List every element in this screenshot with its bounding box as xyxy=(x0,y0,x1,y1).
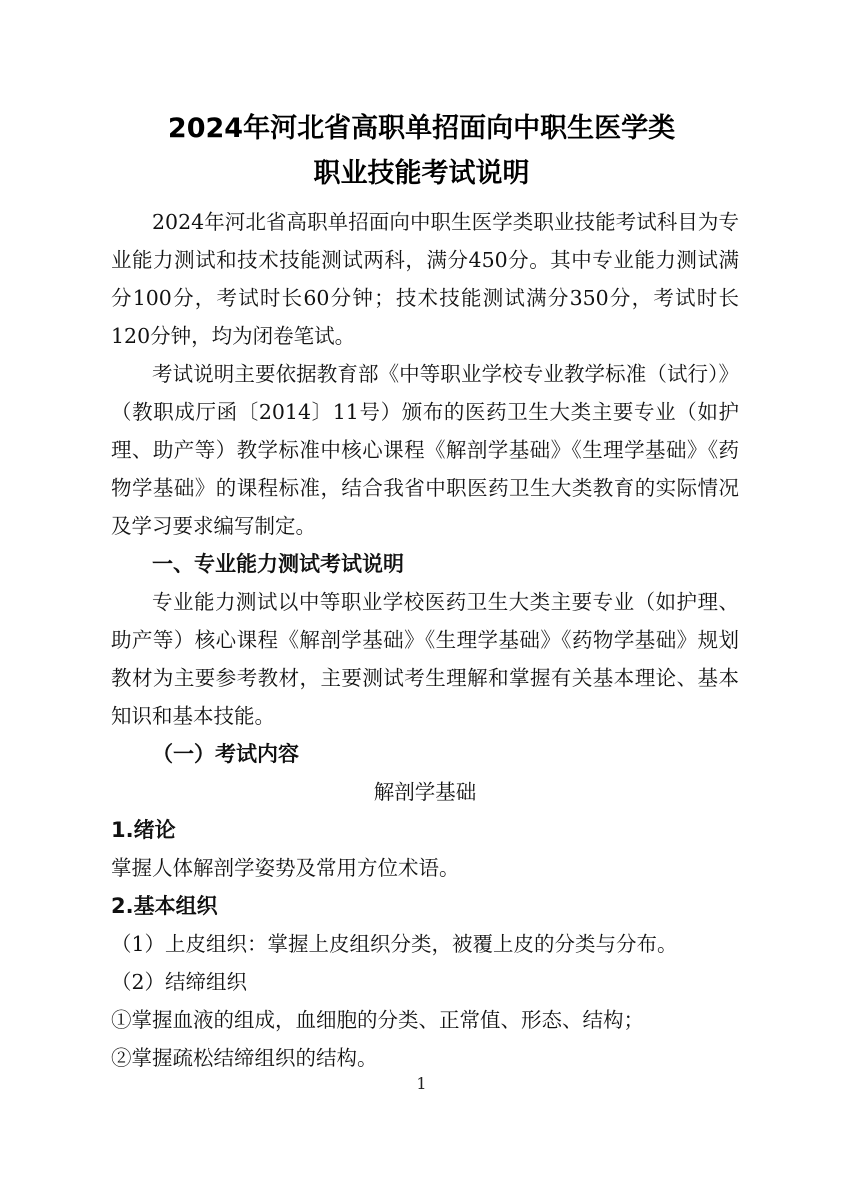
intro-paragraph: 2024年河北省高职单招面向中职生医学类职业技能考试科目为专业能力测试和技术技能测试两科，满分450分。其中专业能力测试满分100分，考试时长60分钟；技术技能测试满分350分，考试时长120分钟，均为闭卷笔试。 xyxy=(111,210,739,348)
item-text: 掌握人体解剖学姿势及常用方位术语。 xyxy=(111,856,460,880)
item-text: ②掌握疏松结缔组织的结构。 xyxy=(111,1046,378,1070)
section-paragraph: 专业能力测试以中等职业学校医药卫生大类主要专业（如护理、助产等）核心课程《解剖学基础》《生理学基础》《药物学基础》规划教材为主要参考教材，主要测试考生理解和掌握有关基本理论、基本知识和基本技能。 xyxy=(111,590,739,728)
section-heading: 一、专业能力测试考试说明 xyxy=(152,552,404,576)
document-title-line1: 2024年河北省高职单招面向中职生医学类 xyxy=(167,113,676,144)
item-heading: 2.基本组织 xyxy=(111,894,218,918)
basis-paragraph: 考试说明主要依据教育部《中等职业学校专业教学标准（试行）》（教职成厅函〔2014〕11号）颁布的医药卫生大类主要专业（如护理、助产等）教学标准中核心课程《解剖学基础》《生理学基础》《药物学基础》的课程标准，结合我省中职医药卫生大类教育的实际情况及学习要求编写制定。 xyxy=(111,362,739,538)
document-body xyxy=(111,203,739,1077)
document-title-line2: 职业技能考试说明 xyxy=(313,158,530,189)
item-text: （2）结缔组织 xyxy=(111,970,248,994)
item-text: ①掌握血液的组成，血细胞的分类、正常值、形态、结构； xyxy=(111,1008,644,1032)
item-heading: 1.绪论 xyxy=(111,818,176,842)
course-title: 解剖学基础 xyxy=(373,780,477,804)
page-number: 1 xyxy=(416,1074,427,1093)
subsection-heading: （一）考试内容 xyxy=(152,742,299,766)
item-text: （1）上皮组织：掌握上皮组织分类，被覆上皮的分类与分布。 xyxy=(111,932,678,956)
